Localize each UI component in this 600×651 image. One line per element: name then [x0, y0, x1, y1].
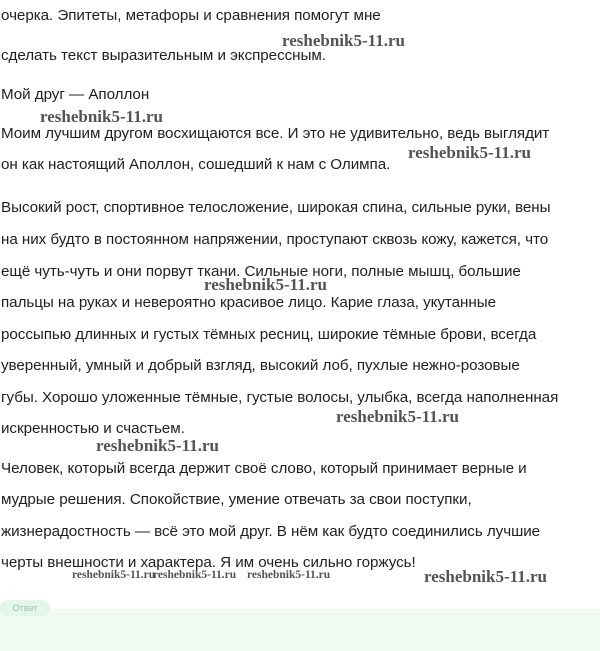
- essay-title: Мой друг — Аполлон: [1, 86, 150, 103]
- text-line: пальцы на руках и невероятно красивое лицо. Карие глаза, укутанные: [1, 294, 496, 311]
- watermark: reshebnik5-11.ru: [336, 407, 459, 426]
- watermark: reshebnik5-11.ru: [153, 569, 237, 581]
- watermark: reshebnik5-11.ru: [204, 275, 327, 294]
- answer-tab[interactable]: Ответ: [0, 600, 50, 616]
- text-line: на них будто в постоянном напряжении, проступают сквозь кожу, кажется, что: [1, 231, 549, 248]
- text-line: уверенный, умный и добрый взгляд, высокий лоб, пухлые нежно-розовые: [1, 357, 520, 374]
- text-line: мудрые решения. Спокойствие, умение отвечать за свои поступки,: [1, 491, 472, 508]
- text-line: Моим лучшим другом восхищаются все. И это не удивительно, ведь выглядит: [1, 125, 550, 142]
- watermark: reshebnik5-11.ru: [247, 569, 331, 581]
- text-line: ещё чуть-чуть и они порвут ткани. Сильные ноги, полные мышц, большие: [1, 263, 521, 280]
- watermark: reshebnik5-11.ru: [96, 436, 219, 455]
- text-line: губы. Хорошо уложенные тёмные, густые волосы, улыбка, всегда наполненная: [1, 389, 559, 406]
- watermark: reshebnik5-11.ru: [408, 143, 531, 162]
- watermark: reshebnik5-11.ru: [72, 569, 156, 581]
- text-line: искренностью и счастьем.: [1, 420, 185, 437]
- text-line: очерка. Эпитеты, метафоры и сравнения помогут мне: [1, 7, 381, 24]
- text-line: россыпью длинных и густых тёмных ресниц, широкие тёмные брови, всегда: [1, 326, 537, 343]
- watermark: reshebnik5-11.ru: [424, 567, 547, 586]
- text-line: черты внешности и характера. Я им очень сильно горжусь!: [1, 554, 416, 571]
- text-line: Человек, который всегда держит своё слово, который принимает верные и: [1, 460, 527, 477]
- watermark: reshebnik5-11.ru: [40, 107, 163, 126]
- answer-panel: [0, 609, 600, 651]
- text-line: Высокий рост, спортивное телосложение, широкая спина, сильные руки, вены: [1, 199, 551, 216]
- watermark: reshebnik5-11.ru: [282, 31, 405, 50]
- text-line: жизнерадостность — всё это мой друг. В нём как будто соединились лучшие: [1, 523, 541, 540]
- text-line: сделать текст выразительным и экспрессным.: [1, 47, 326, 64]
- text-line: он как настоящий Аполлон, сошедший к нам с Олимпа.: [1, 156, 391, 173]
